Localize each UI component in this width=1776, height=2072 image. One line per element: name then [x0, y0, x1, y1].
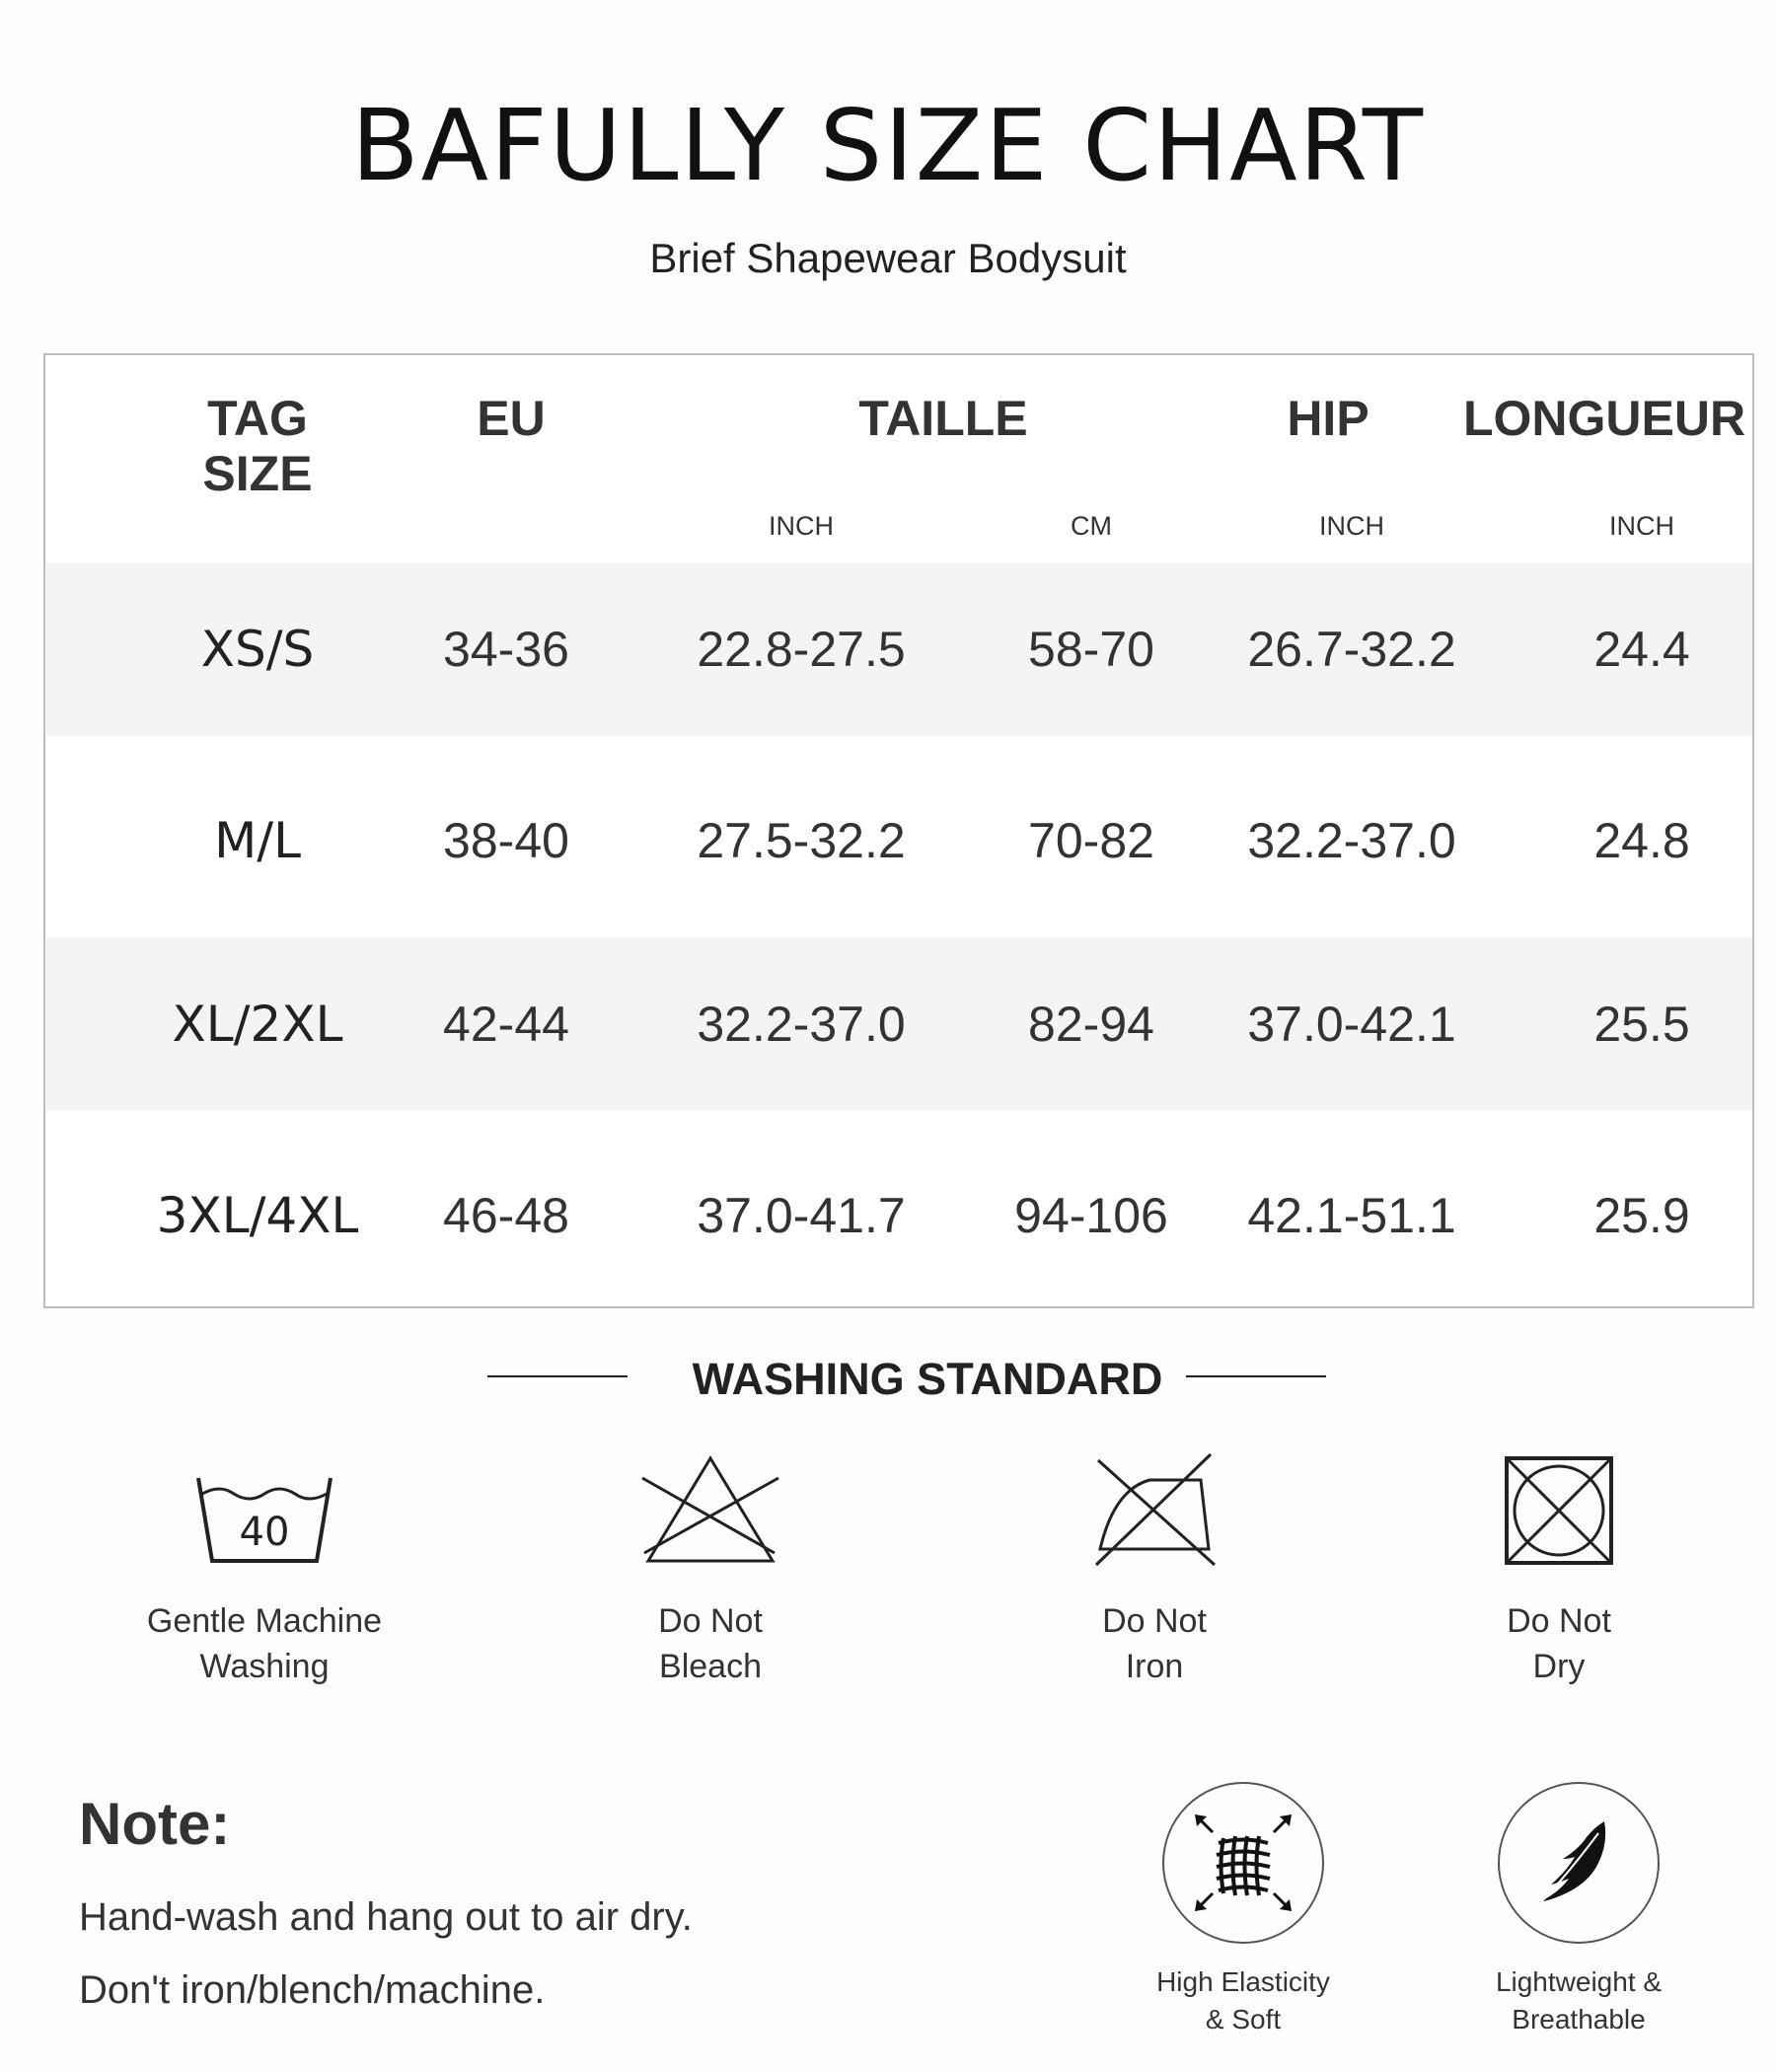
no-iron-icon: [1080, 1450, 1228, 1569]
care-label-line2: Iron: [1125, 1648, 1184, 1685]
feather-icon: [1529, 1813, 1628, 1912]
cell-eu: 34-36: [443, 622, 569, 677]
care-label-line1: Do Not: [1102, 1602, 1207, 1640]
divider-right: [1186, 1375, 1326, 1377]
header-longueur: LONGUEUR: [1462, 391, 1746, 446]
header-tag-line1: TAG: [207, 391, 308, 446]
care-label: [553, 1598, 868, 1689]
feature-label-line2: Breathable: [1512, 2004, 1646, 2035]
unit-taille-inch: INCH: [769, 511, 834, 541]
cell-taille-inch: 27.5-32.2: [697, 813, 906, 868]
no-dry-icon: [1485, 1450, 1633, 1569]
header-taille: TAILLE: [858, 391, 1028, 446]
cell-taille-cm: 82-94: [1028, 997, 1154, 1052]
wash-40-icon: [190, 1450, 338, 1569]
cell-taille-cm: 58-70: [1028, 622, 1154, 677]
cell-size: 3XL/4XL: [156, 1187, 359, 1244]
note-line-1: Hand-wash and hang out to air dry.: [79, 1895, 693, 1939]
care-item-bleach: [553, 1450, 868, 1689]
cell-eu: 42-44: [443, 997, 569, 1052]
unit-hip-inch: INCH: [1319, 511, 1384, 541]
size-table: [43, 353, 1754, 1308]
cell-hip-inch: 32.2-37.0: [1247, 813, 1456, 868]
cell-eu: 46-48: [443, 1188, 569, 1243]
cell-taille-inch: 37.0-41.7: [697, 1188, 906, 1243]
wash-temp: 40: [239, 1510, 290, 1555]
stretch-mesh-icon: [1189, 1809, 1297, 1917]
table-row: [45, 1129, 1752, 1302]
feature-lightweight: [1431, 1782, 1727, 2038]
note-line-2: Don't iron/blench/machine.: [79, 1968, 546, 2012]
header-hip: HIP: [1287, 391, 1369, 446]
cell-longueur-inch: 25.5: [1593, 997, 1690, 1052]
care-item-dry: [1401, 1450, 1717, 1689]
washing-title: WASHING STANDARD: [692, 1354, 1163, 1404]
cell-taille-inch: 22.8-27.5: [697, 622, 906, 677]
care-label-line1: Do Not: [658, 1602, 763, 1640]
care-label-line2: Bleach: [659, 1648, 762, 1685]
care-label-line2: Dry: [1532, 1648, 1586, 1685]
cell-hip-inch: 37.0-42.1: [1247, 997, 1456, 1052]
cell-taille-cm: 94-106: [1014, 1188, 1168, 1243]
page-subtitle: Brief Shapewear Bodysuit: [649, 235, 1127, 281]
no-bleach-icon: [636, 1450, 784, 1569]
page-title: BAFULLY SIZE CHART: [351, 88, 1425, 203]
note-title: Note:: [79, 1791, 231, 1857]
care-label-line1: Do Not: [1507, 1602, 1611, 1640]
care-item-iron: [997, 1450, 1312, 1689]
cell-taille-cm: 70-82: [1028, 813, 1154, 868]
cell-hip-inch: 42.1-51.1: [1247, 1188, 1456, 1243]
feature-elasticity: [1095, 1782, 1391, 2038]
cell-longueur-inch: 24.4: [1593, 622, 1690, 677]
cell-size: XS/S: [200, 621, 315, 678]
cell-longueur-inch: 24.8: [1593, 813, 1690, 868]
care-label: [1401, 1598, 1717, 1689]
care-item-wash: [107, 1450, 422, 1689]
care-label-line1: Gentle Machine: [146, 1602, 383, 1640]
feature-label: [1095, 1963, 1391, 2038]
cell-taille-inch: 32.2-37.0: [697, 997, 906, 1052]
cell-size: XL/2XL: [172, 996, 343, 1053]
feature-label-line1: Lightweight &: [1495, 1966, 1663, 1997]
care-label-line2: Washing: [199, 1648, 330, 1685]
unit-taille-cm: CM: [1071, 511, 1112, 541]
header-tag-line2: SIZE: [202, 446, 313, 501]
table-row: [45, 562, 1752, 736]
care-label: [107, 1598, 422, 1689]
header-eu: EU: [477, 391, 546, 446]
feature-label: [1431, 1963, 1727, 2038]
feature-circle: [1498, 1782, 1660, 1944]
cell-hip-inch: 26.7-32.2: [1247, 622, 1456, 677]
header-tag-size: [100, 391, 415, 501]
feature-label-line1: High Elasticity: [1156, 1966, 1330, 1997]
feature-label-line2: & Soft: [1205, 2004, 1282, 2035]
care-label: [997, 1598, 1312, 1689]
cell-longueur-inch: 25.9: [1593, 1188, 1690, 1243]
table-row: [45, 937, 1752, 1111]
unit-longueur-inch: INCH: [1609, 511, 1674, 541]
cell-eu: 38-40: [443, 813, 569, 868]
table-row: [45, 754, 1752, 927]
cell-size: M/L: [214, 812, 301, 869]
feature-circle: [1162, 1782, 1324, 1944]
